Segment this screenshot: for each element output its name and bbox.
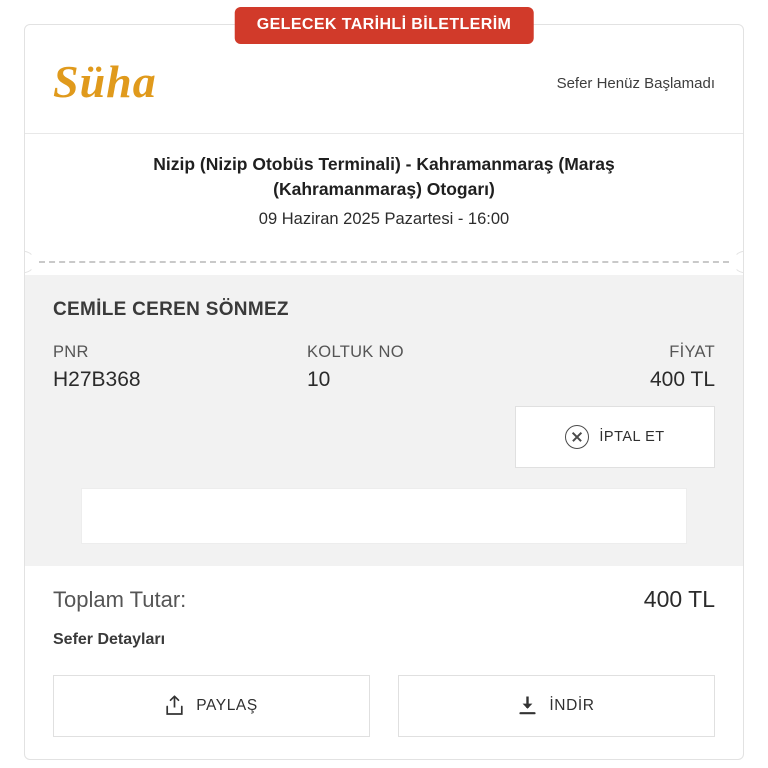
share-button[interactable] [53, 675, 370, 737]
download-icon [518, 695, 537, 716]
passenger-name: CEMİLE CEREN SÖNMEZ [53, 298, 289, 320]
seat-field [257, 343, 511, 392]
perforation-notch-left [24, 251, 35, 273]
ticket-card [24, 24, 744, 760]
perforation-notch-right [733, 251, 744, 273]
route-block [25, 134, 743, 249]
action-buttons [25, 649, 743, 737]
tickets-badge: GELECEK TARİHLİ BİLETLERİM [235, 7, 534, 44]
total-value: 400 TL [643, 585, 715, 612]
pnr-label: PNR [53, 342, 89, 361]
seat-label: KOLTUK NO [307, 342, 404, 361]
perforation [25, 249, 743, 275]
share-label: PAYLAŞ [196, 696, 258, 714]
trip-details-link[interactable]: Sefer Detayları [53, 630, 166, 648]
download-label: İNDİR [549, 696, 595, 714]
pnr-value: H27B368 [53, 367, 141, 391]
circle-x-icon [565, 425, 589, 449]
price-field [511, 343, 715, 392]
price-label: FİYAT [669, 342, 715, 361]
cancel-ticket-label: İPTAL ET [599, 428, 665, 445]
share-icon [165, 695, 184, 716]
empty-info-strip [81, 488, 687, 544]
total-label: Toplam Tutar: [53, 586, 187, 612]
ticket-fields [53, 343, 715, 392]
perforation-line [39, 261, 729, 263]
suha-logo: Süha [53, 56, 157, 107]
route-datetime: 09 Haziran 2025 Pazartesi - 16:00 [258, 209, 510, 228]
pnr-field [53, 343, 257, 392]
total-row [25, 566, 743, 613]
cancel-ticket-button[interactable] [515, 406, 715, 468]
seat-value: 10 [307, 367, 331, 391]
passenger-block [25, 275, 743, 566]
route-title: Nizip (Nizip Otobüs Terminali) - Kahramanmaraş (Maraş (Kahramanmaraş) Otogarı) [153, 154, 615, 200]
panel-spacer [53, 544, 715, 566]
price-value: 400 TL [650, 367, 715, 391]
download-button[interactable] [398, 675, 715, 737]
trip-status-text: Sefer Henüz Başlamadı [556, 75, 715, 92]
cancel-row [53, 406, 715, 468]
